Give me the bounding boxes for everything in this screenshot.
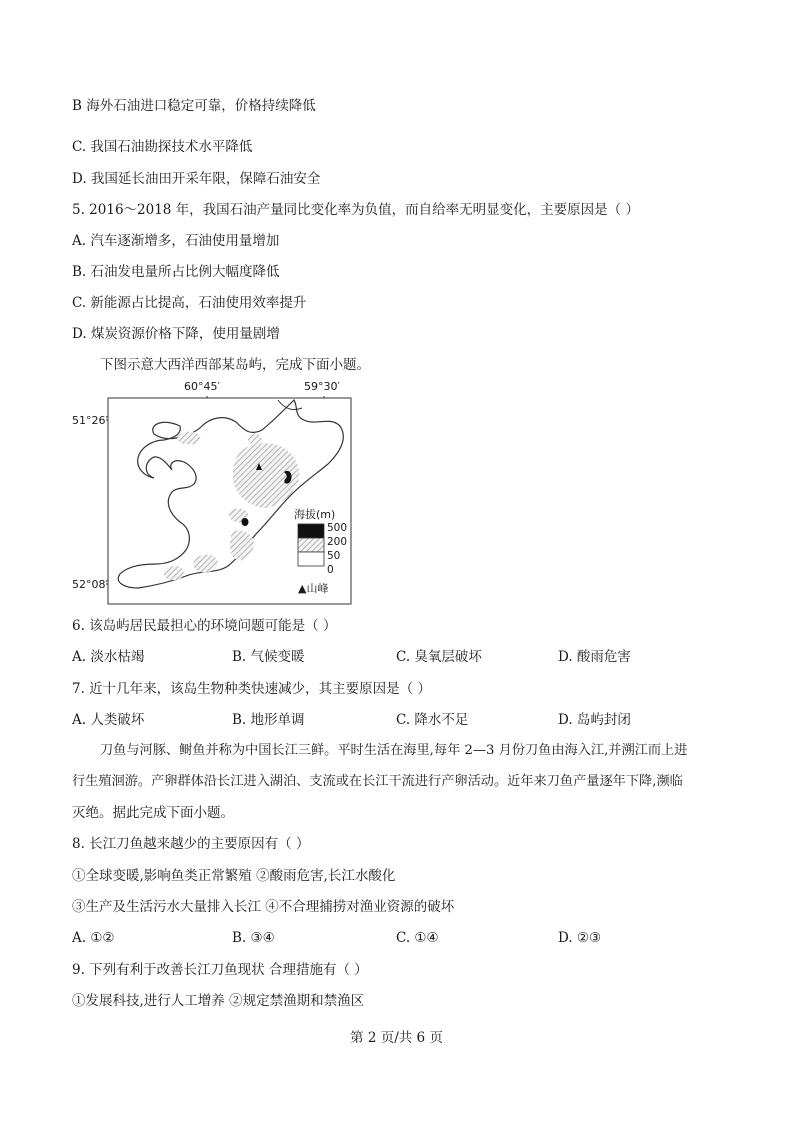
legend-swatch-50 (298, 552, 324, 566)
legend-title: 海拔(m) (294, 508, 336, 521)
q6-stem: 6. 该岛屿居民最担心的环境问题可能是（ ） (72, 618, 337, 634)
q8-option-b: B. ③④ (232, 930, 275, 946)
q8-option-c: C. ①④ (396, 930, 439, 946)
q6-option-a: A. 淡水枯竭 (72, 649, 145, 665)
q9-stem: 9. 下列有利于改善长江刀鱼现状 合理措施有（ ） (72, 962, 368, 978)
q8-stem: 8. 长江刀鱼越来越少的主要原因有（ ） (72, 836, 310, 852)
q5-option-c: C. 新能源占比提高，石油使用效率提升 (72, 295, 307, 311)
q6-option-b: B. 气候变暖 (232, 649, 305, 665)
q4-option-c: C. 我国石油勘探技术水平降低 (72, 139, 253, 155)
page-footer: 第 2 页/共 6 页 (350, 1030, 443, 1046)
q5-option-b: B. 石油发电量所占比例大幅度降低 (72, 264, 280, 280)
q5-stem: 5. 2016～2018 年，我国石油产量同比变化率为负值，而自给率无明显变化，主要原因是（ ） (72, 202, 639, 218)
lon-label-right: 59°30′ (304, 380, 340, 393)
legend-level-0: 0 (327, 564, 334, 576)
q8-option-a: A. ①② (72, 930, 115, 946)
q7-option-b: B. 地形单调 (232, 712, 305, 728)
legend-level-500: 500 (327, 522, 348, 534)
q5-option-a: A. 汽车逐渐增多，石油使用量增加 (72, 233, 280, 249)
lat-label-bottom: 52°08′ (72, 578, 108, 591)
passage-line-1: 刀鱼与河豚、鲥鱼并称为中国长江三鲜。平时生活在海里,每年 2—3 月份刀鱼由海入江,并溯江而上进 (100, 743, 688, 758)
q4-option-b: B 海外石油进口稳定可靠，价格持续降低 (72, 98, 316, 114)
island-map (72, 378, 362, 608)
lat-label-top: 51°26′ (72, 414, 108, 427)
q6-option-d: D. 酸雨危害 (558, 649, 631, 665)
lon-label-left: 60°45′ (184, 380, 220, 393)
q8-item-2: ③生产及生活污水大量排入长江 ④不合理捕捞对渔业资源的破坏 (72, 899, 455, 915)
q4-option-d: D. 我国延长油田开采年限，保障石油安全 (72, 171, 321, 187)
legend-level-50: 50 (327, 550, 341, 562)
q7-stem: 7. 近十几年来，该岛生物种类快速减少，其主要原因是（ ） (72, 681, 431, 697)
high-ground-500-south (242, 518, 249, 526)
q7-option-a: A. 人类破坏 (72, 712, 145, 728)
passage-line-2: 行生殖洄游。产卵群体沿长江进入湖泊、支流或在长江干流进行产卵活动。近年来刀鱼产量逐年下降,濒临 (72, 774, 683, 789)
q8-item-1: ①全球变暖,影响鱼类正常繁殖 ②酸雨危害,长江水酸化 (72, 868, 396, 884)
map-intro: 下图示意大西洋西部某岛屿，完成下面小题。 (100, 357, 370, 373)
q6-option-c: C. 臭氧层破坏 (396, 649, 482, 665)
passage-line-3: 灭绝。据此完成下面小题。 (72, 805, 234, 821)
legend-swatch-200 (298, 538, 324, 552)
q7-option-d: D. 岛屿封闭 (558, 712, 631, 728)
q8-option-d: D. ②③ (558, 930, 602, 946)
q7-option-c: C. 降水不足 (396, 712, 469, 728)
q9-item-1: ①发展科技,进行人工增养 ②规定禁渔期和禁渔区 (72, 993, 365, 1009)
legend-swatch-500 (298, 524, 324, 538)
legend-level-200: 200 (327, 536, 348, 548)
q5-option-d: D. 煤炭资源价格下降，使用量剧增 (72, 326, 280, 342)
legend-peak-label: ▲山峰 (298, 582, 329, 595)
